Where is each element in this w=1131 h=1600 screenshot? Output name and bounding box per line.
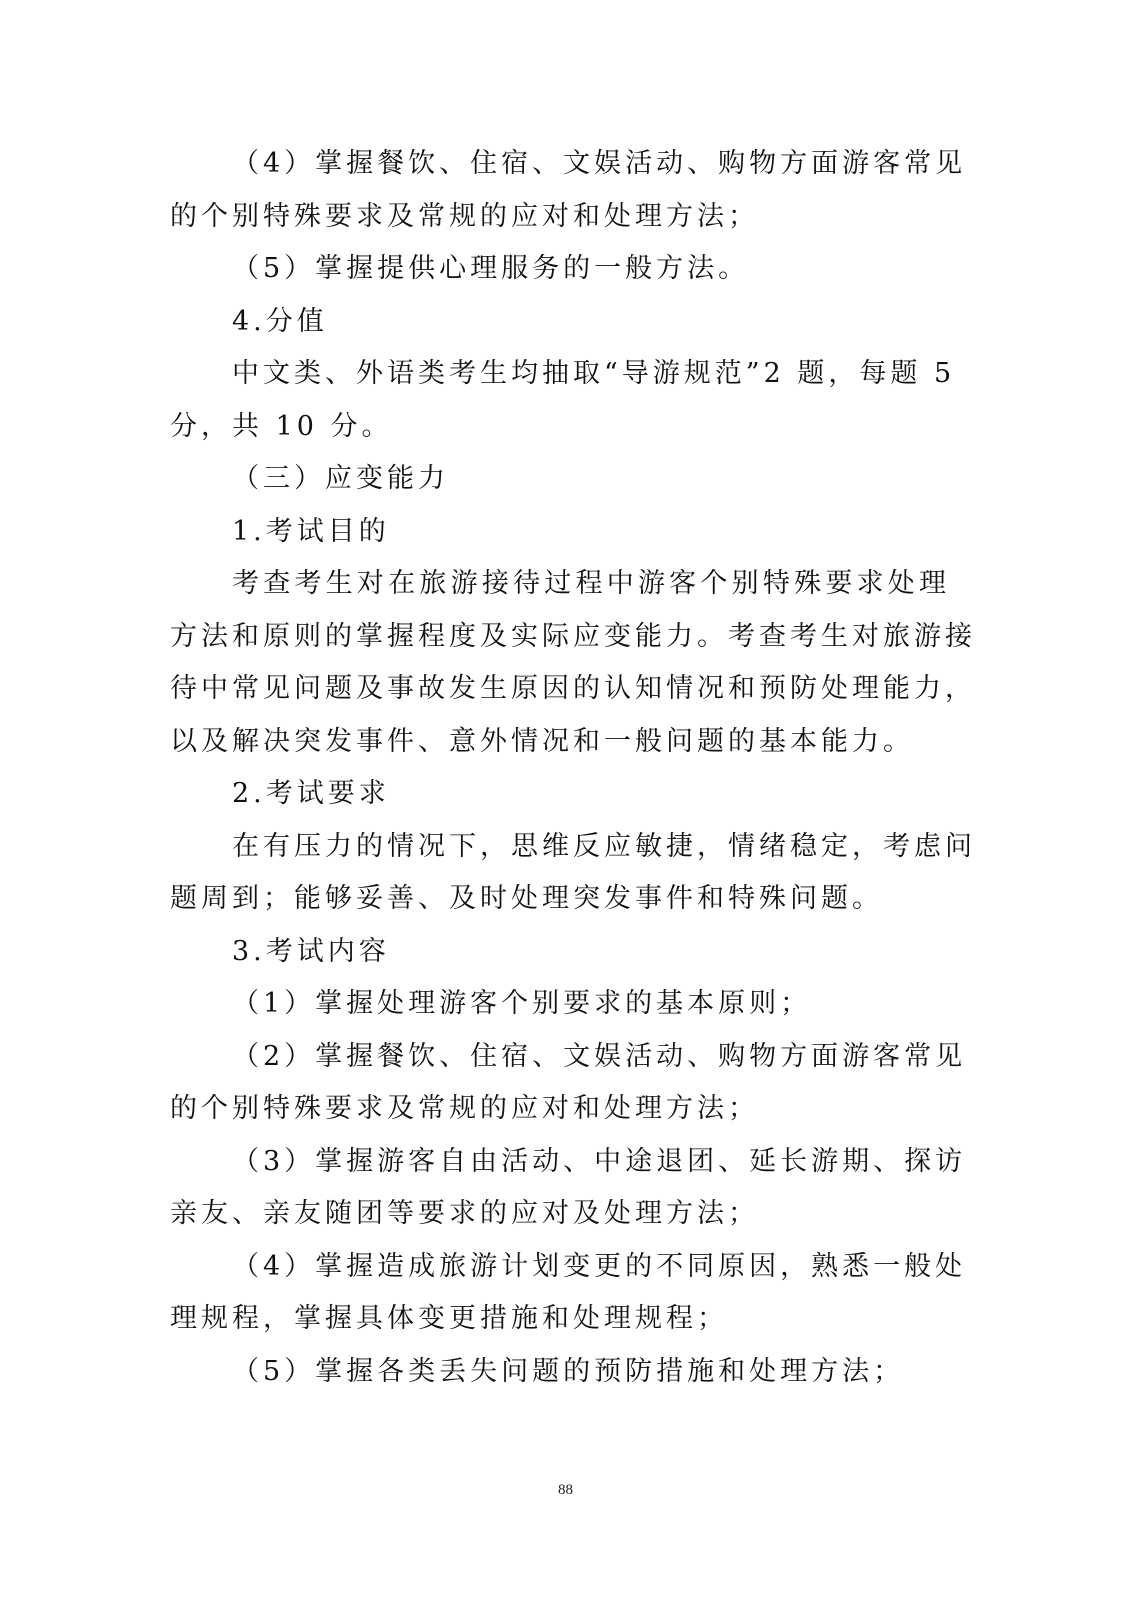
text-line: 待中常见问题及事故发生原因的认知情况和预防处理能力， — [170, 673, 976, 704]
text-line: 的个别特殊要求及常规的应对和处理方法； — [170, 1093, 759, 1124]
page-number: 88 — [558, 1482, 573, 1498]
text-line: （4）掌握餐饮、住宿、文娱活动、购物方面游客常见 — [232, 148, 967, 179]
body-text — [170, 138, 976, 1398]
section-heading: 1.考试目的 — [232, 515, 390, 547]
section-heading: 2.考试要求 — [232, 778, 390, 809]
text-line: 亲友、亲友随团等要求的应对及处理方法； — [170, 1198, 759, 1229]
text-line: （3）掌握游客自由活动、中途退团、延长游期、探访 — [232, 1145, 967, 1177]
text-line: 中文类、外语类考生均抽取“导游规范”2 题，每题 5 — [232, 358, 956, 389]
text-line: 理规程，掌握具体变更措施和处理规程； — [170, 1303, 728, 1334]
section-heading: 4.分值 — [232, 305, 328, 337]
section-heading: （三）应变能力 — [232, 463, 449, 494]
text-line: 在有压力的情况下，思维反应敏捷，情绪稳定，考虑问 — [232, 830, 976, 862]
text-line: （1）掌握处理游客个别要求的基本原则； — [232, 988, 812, 1019]
text-line: （5）掌握各类丢失问题的预防措施和处理方法； — [232, 1355, 905, 1387]
text-line: 方法和原则的掌握程度及实际应变能力。考查考生对旅游接 — [170, 620, 976, 652]
text-line: 以及解决突发事件、意外情况和一般问题的基本能力。 — [170, 725, 914, 757]
text-line: 的个别特殊要求及常规的应对和处理方法； — [170, 200, 759, 232]
text-line: （5）掌握提供心理服务的一般方法。 — [232, 253, 750, 284]
text-line: 分，共 10 分。 — [170, 410, 393, 442]
text-line: 考查考生对在旅游接待过程中游客个别特殊要求处理 — [232, 568, 950, 599]
section-heading: 3.考试内容 — [232, 935, 390, 967]
text-line: （2）掌握餐饮、住宿、文娱活动、购物方面游客常见 — [232, 1040, 967, 1072]
text-line: （4）掌握造成旅游计划变更的不同原因，熟悉一般处 — [232, 1250, 967, 1282]
text-line: 题周到；能够妥善、及时处理突发事件和特殊问题。 — [170, 883, 883, 914]
